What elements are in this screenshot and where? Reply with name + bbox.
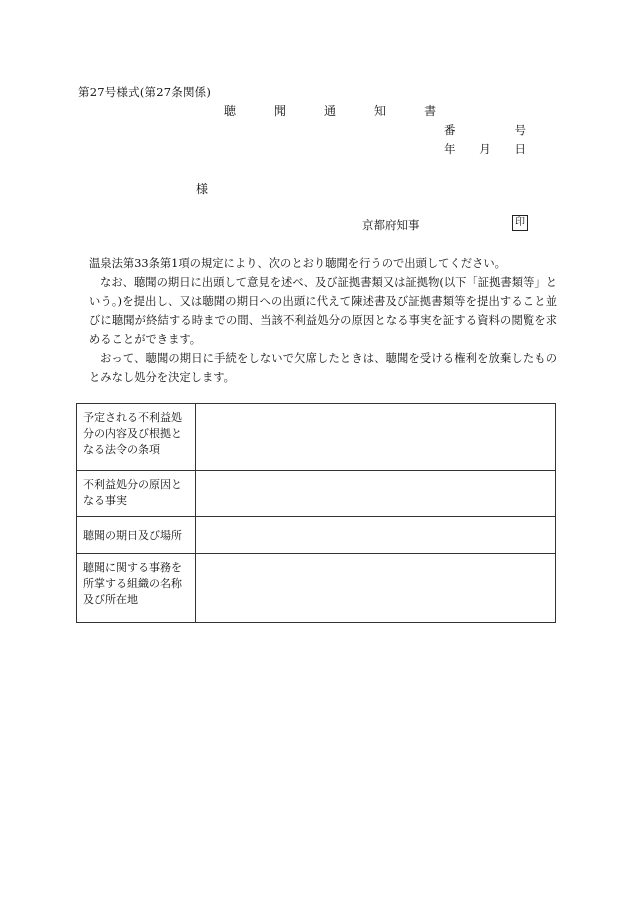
recipient-honorific: 様 xyxy=(196,182,209,196)
title-char: 聞 xyxy=(274,104,287,118)
row-value-date-place xyxy=(196,517,556,554)
row-value-cause xyxy=(196,471,556,517)
hearing-details-table xyxy=(76,403,556,623)
row-label-date-place: 聴聞の期日及び場所 xyxy=(77,517,196,554)
seal-box: 印 xyxy=(512,215,528,231)
row-value-disposition xyxy=(196,404,556,471)
document-title xyxy=(224,102,436,119)
title-char: 聴 xyxy=(224,104,237,118)
form-number: 第27号様式(第27条関係) xyxy=(78,85,212,99)
document-number-line xyxy=(444,122,526,138)
row-value-organization xyxy=(196,554,556,623)
title-char: 知 xyxy=(374,104,387,118)
table-row xyxy=(77,517,556,554)
row-label-organization: 聴聞に関する事務を所掌する組織の名称及び所在地 xyxy=(77,554,196,623)
paragraph-3: おって、聴聞の期日に手続をしないで欠席したときは、聴聞を受ける権利を放棄したものとみなし処分を決定します。 xyxy=(89,352,557,384)
table-row xyxy=(77,554,556,623)
number-suffix: 号 xyxy=(514,123,526,137)
row-label-cause: 不利益処分の原因となる事実 xyxy=(77,471,196,517)
notice-body xyxy=(89,254,557,387)
table-row xyxy=(77,404,556,471)
title-char: 書 xyxy=(424,104,437,118)
month-label: 月 xyxy=(479,142,491,156)
year-label: 年 xyxy=(444,142,456,156)
issuer-name: 京都府知事 xyxy=(362,218,420,232)
date-line xyxy=(444,141,526,157)
row-label-disposition: 予定される不利益処分の内容及び根拠となる法令の条項 xyxy=(77,404,196,471)
paragraph-2: なお、聴聞の期日に出頭して意見を述べ、及び証拠書類又は証拠物(以下「証拠書類等」という。)を提出し、又は聴聞の期日への出頭に代えて陳述書及び証拠書類等を提出すること並びに聴聞が終結する時までの間、当該不利益処分の原因となる事実を証する資料の閲覧を求めることができます。 xyxy=(89,276,557,346)
table-row xyxy=(77,471,556,517)
number-label: 番 xyxy=(444,123,456,137)
paragraph-1: 温泉法第33条第1項の規定により、次のとおり聴聞を行うので出頭してください。 xyxy=(89,257,506,270)
title-char: 通 xyxy=(324,104,337,118)
day-label: 日 xyxy=(514,142,526,156)
